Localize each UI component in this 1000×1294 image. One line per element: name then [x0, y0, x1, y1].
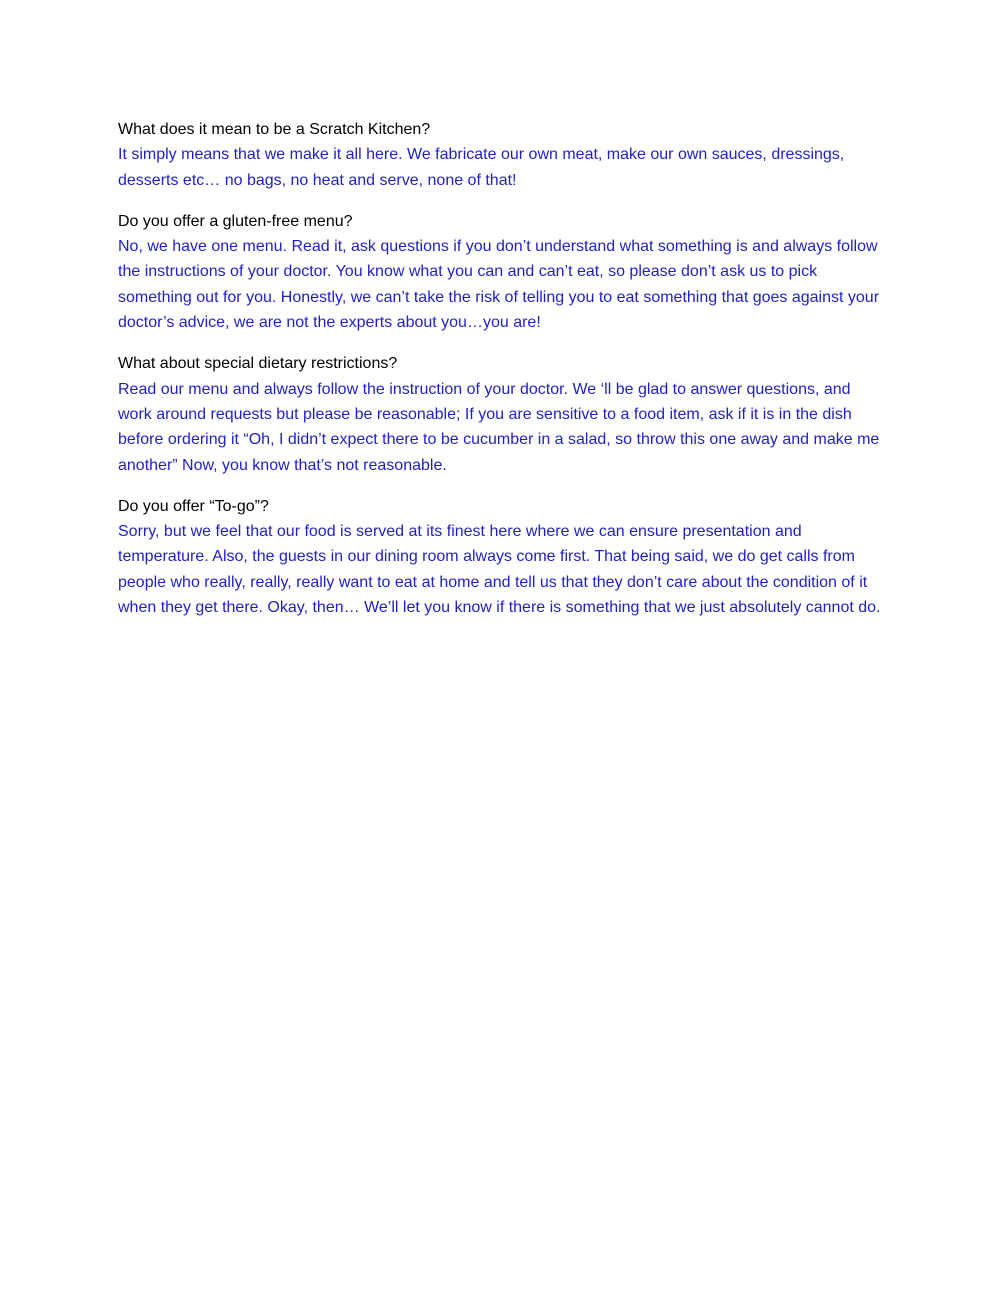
faq-question: Do you offer “To-go”? [118, 497, 269, 515]
faq-document [118, 117, 888, 636]
faq-answer: Read our menu and always follow the instruction of your doctor. We ‘ll be glad to answer questions, and work around requests but please be reasonable; If you are sensitive to a food item, ask if it is in the dish before ordering it “Oh, I didn’t expect there to be cucumber in a salad, so throw this one away and make me another” Now, you know that’s not reasonable. [118, 380, 880, 474]
faq-item-scratch-kitchen [118, 117, 888, 193]
faq-question: Do you offer a gluten-free menu? [118, 212, 353, 230]
faq-answer: It simply means that we make it all here. We fabricate our own meat, make our own sauces, dressings, desserts etc… no bags, no heat and serve, none of that! [118, 146, 845, 189]
faq-answer: No, we have one menu. Read it, ask questions if you don’t understand what something is and always follow the instructions of your doctor. You know what you can and can’t eat, so please don’t ask us to pick something out for you. Honestly, we can’t take the risk of telling you to eat something that goes against your doctor’s advice, we are not the experts about you…you are! [118, 238, 880, 332]
faq-item-gluten-free [118, 209, 888, 335]
faq-question: What does it mean to be a Scratch Kitchen? [118, 121, 431, 138]
faq-question: What about special dietary restrictions? [118, 355, 398, 373]
faq-item-dietary-restrictions [118, 351, 888, 477]
faq-answer: Sorry, but we feel that our food is served at its finest here where we can ensure presentation and temperature. Also, the guests in our dining room always come first. That being said, we do get calls from people who really, really, really want to eat at home and tell us that they don’t care about the condition of it when they get there. Okay, then… We’ll let you know if there is something that we just absolutely cannot do. [118, 523, 881, 617]
faq-item-to-go [118, 494, 888, 620]
